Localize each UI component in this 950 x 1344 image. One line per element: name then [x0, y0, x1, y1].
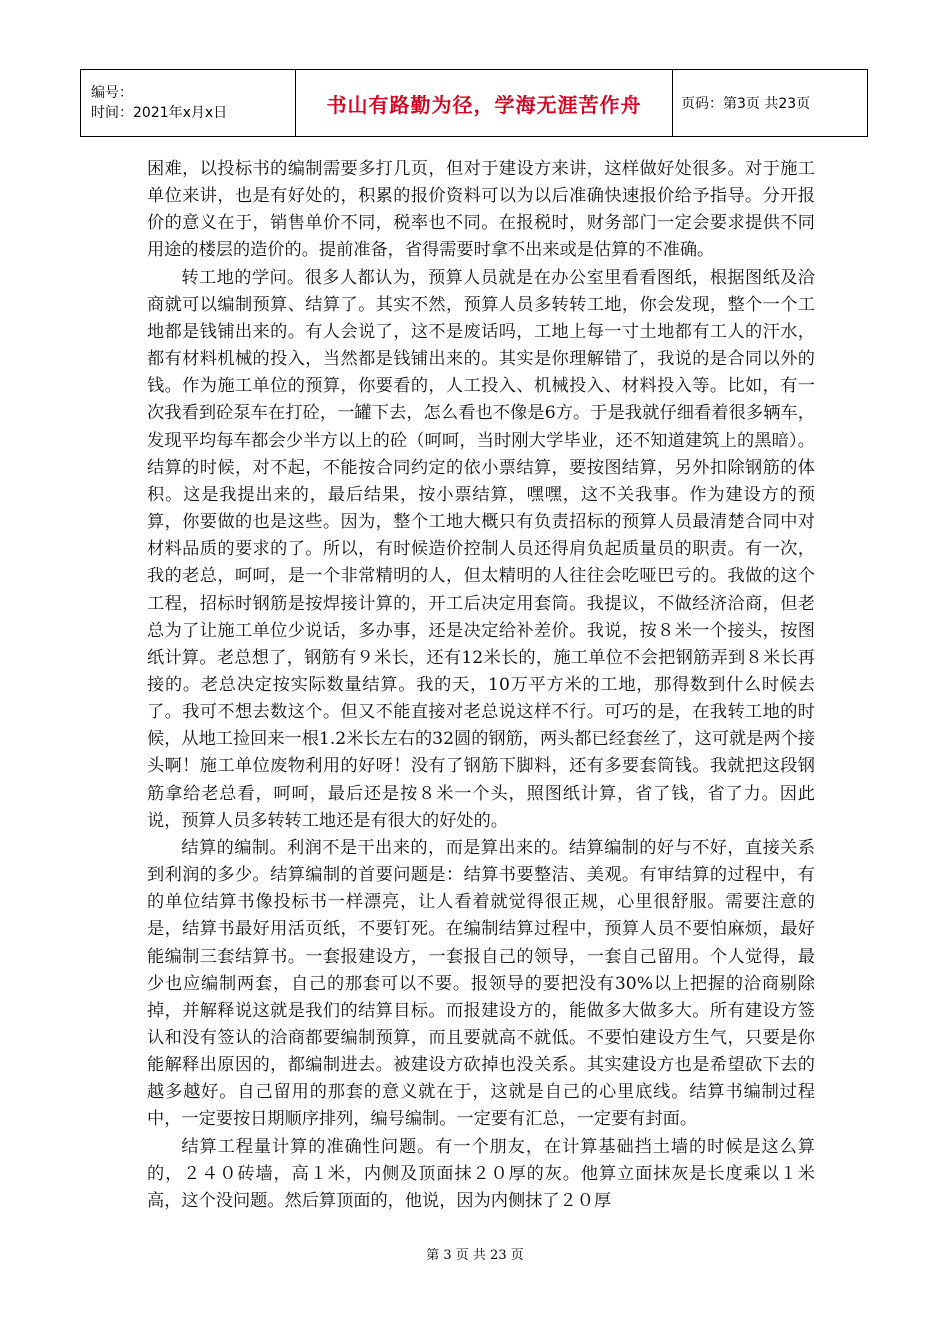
paragraph-4: 结算工程量计算的准确性问题。有一个朋友，在计算基础挡土墙的时候是这么算的，２４０砖墙，高１米，内侧及顶面抹２０厚的灰。他算立面抹灰是长度乘以１米高，这个没问题。然后算顶面的，他说，因为内侧抹了２０厚: [147, 1136, 815, 1211]
document-body: [147, 156, 815, 1215]
header-meta-cell: [81, 70, 296, 137]
paragraph-3: 结算的编制。利润不是干出来的，而是算出来的。结算编制的好与不好，直接关系到利润的多少。结算编制的首要问题是：结算书要整洁、美观。有审结算的过程中，有的单位结算书像投标书一样漂亮，让人看着就觉得很正规，心里很舒服。需要注意的是，结算书最好用活页纸，不要钉死。在编制结算过程中，预算人员不要怕麻烦，最好能编制三套结算书。一套报建设方，一套报自己的领导，一套自己留用。个人觉得，最少也应编制两套，自己的那套可以不要。报领导的要把没有30%以上把握的洽商剔除掉，并解释说这就是我们的结算目标。而报建设方的，能做多大做多大。所有建设方签认和没有签认的洽商都要编制预算，而且要就高不就低。不要怕建设方生气，只要是你能解释出原因的，都编制进去。被建设方砍掉也没关系。其实建设方也是希望砍下去的越多越好。自己留用的那套的意义就在于，这就是自己的心里底线。结算书编制过程中，一定要按日期顺序排列，编号编制。一定要有汇总，一定要有封面。: [147, 837, 815, 1130]
paragraph-2: 转工地的学问。很多人都认为，预算人员就是在办公室里看看图纸，根据图纸及洽商就可以编制预算、结算了。其实不然，预算人员多转转工地，你会发现，整个一个工地都是钱铺出来的。有人会说了，这不是废话吗，工地上每一寸土地都有工人的汗水，都有材料机械的投入，当然都是钱铺出来的。其实是你理解错了，我说的是合同以外的钱。作为施工单位的预算，你要看的，人工投入、机械投入、材料投入等。比如，有一次我看到砼泵车在打砼，一罐下去，怎么看也不像是6方。于是我就仔细看着很多辆车，发现平均每车都会少半方以上的砼（呵呵，当时刚大学毕业，还不知道建筑上的黑暗）。结算的时候，对不起，不能按合同约定的依小票结算，要按图结算，另外扣除钢筋的体积。这是我提出来的，最后结果，按小票结算，嘿嘿，这不关我事。作为建设方的预算，你要做的也是这些。因为，整个工地大概只有负责招标的预算人员最清楚合同中对材料品质的要求的了。所以，有时候造价控制人员还得肩负起质量员的职责。有一次，我的老总，呵呵，是一个非常精明的人，但太精明的人往往会吃哑巴亏的。我做的这个工程，招标时钢筋是按焊接计算的，开工后决定用套筒。我提议，不做经济洽商，但老总为了让施工单位少说话，多办事，还是决定给补差价。我说，按８米一个接头，按图纸计算。老总想了，钢筋有９米长，还有12米长的，施工单位不会把钢筋弄到８米长再接的。老总决定按实际数量结算。我的天，10万平方米的工地，那得数到什么时候去了。我可不想去数这个。但又不能直接对老总说这样不行。可巧的是，在我转工地的时候，从地工捡回来一根1.2米长左右的32圆的钢筋，两头都已经套丝了，这可就是两个接头啊！施工单位废物利用的好呀！没有了钢筋下脚料，还有多要套筒钱。我就把这段钢筋拿给老总看，呵呵，最后还是按８米一个头，照图纸计算，省了钱，省了力。因此说，预算人员多转转工地还是有很大的好处的。: [147, 267, 815, 831]
header-motto: 书山有路勤为径，学海无涯苦作舟: [296, 70, 673, 137]
header-page-info: 页码：第3页 共23页: [673, 70, 868, 137]
header-time-label: 时间：2021年x月x日: [91, 105, 228, 121]
page-footer: 第 3 页 共 23 页: [426, 1248, 524, 1263]
page-header: [80, 69, 868, 137]
header-number-label: 编号：: [91, 85, 133, 101]
paragraph-1: 困难，以投标书的编制需要多打几页，但对于建设方来讲，这样做好处很多。对于施工单位来讲，也是有好处的，积累的报价资料可以为以后准确快速报价给予指导。分开报价的意义在于，销售单价不同，税率也不同。在报税时，财务部门一定会要求提供不同用途的楼层的造价的。提前准备，省得需要时拿不出来或是估算的不准确。: [147, 159, 815, 261]
